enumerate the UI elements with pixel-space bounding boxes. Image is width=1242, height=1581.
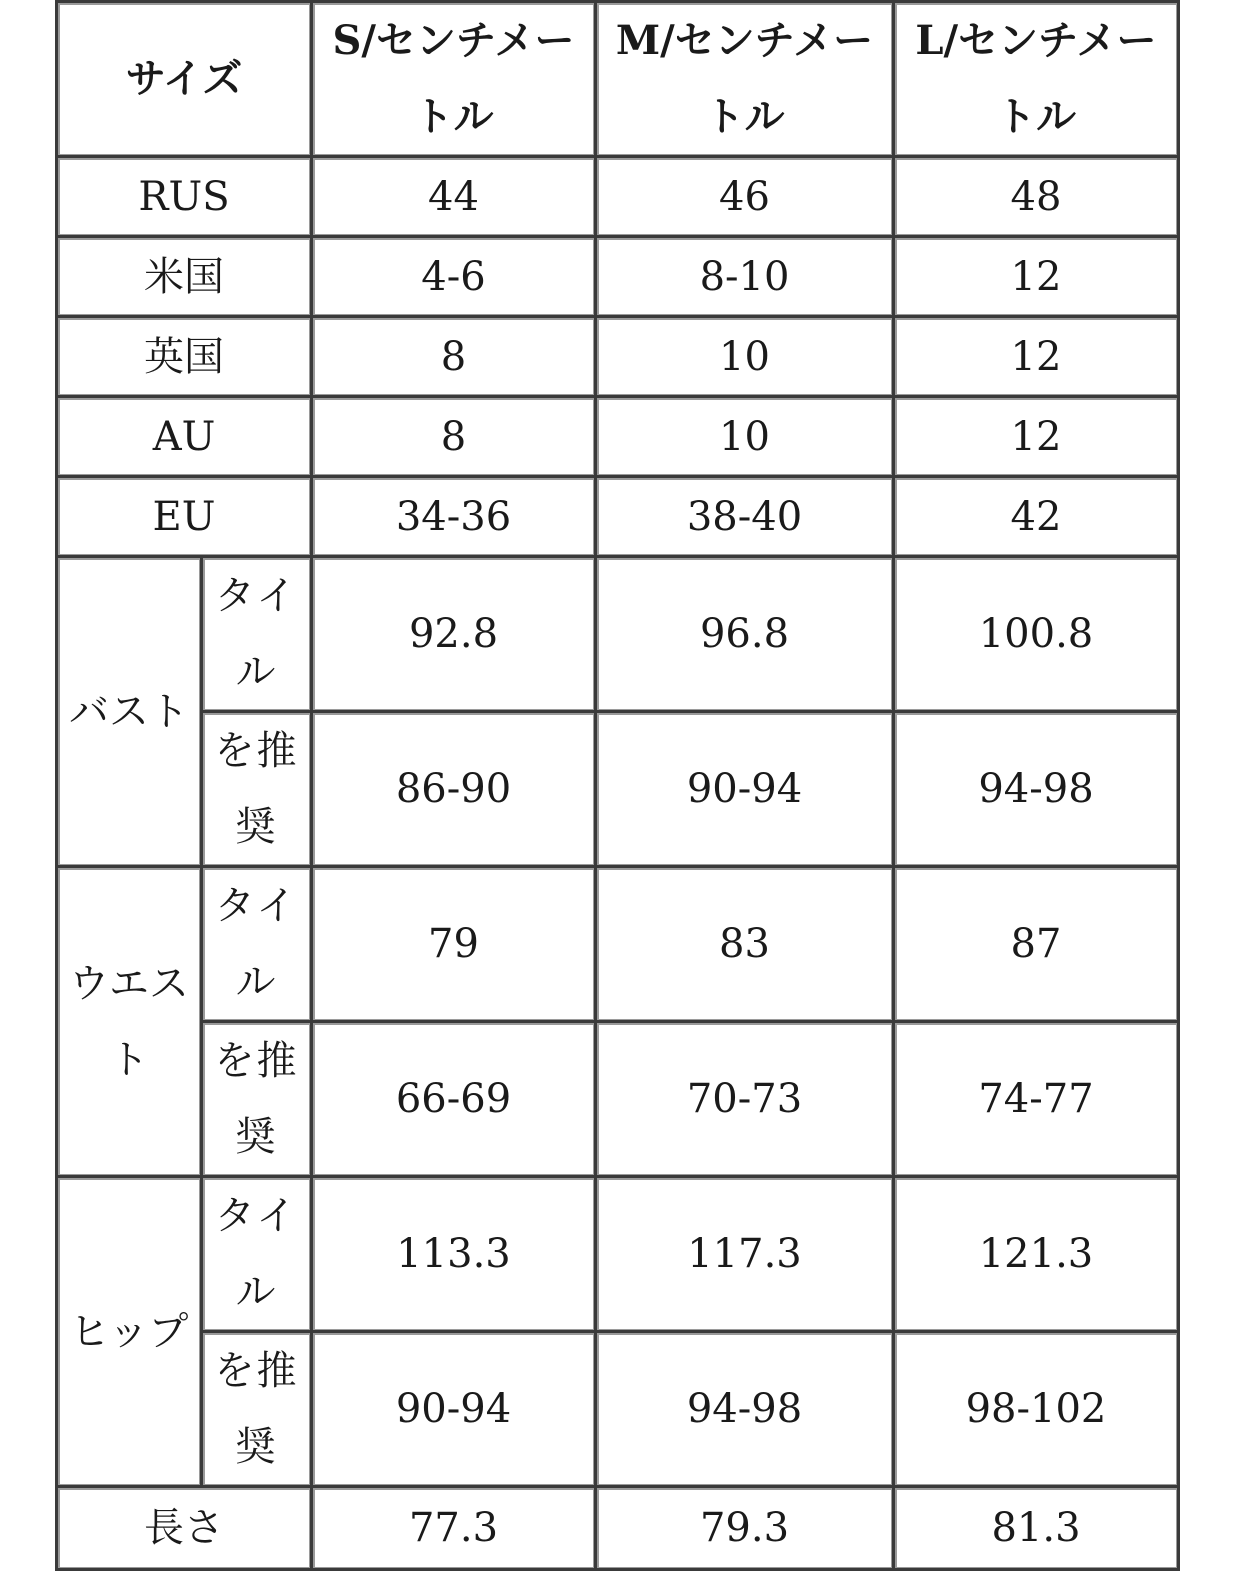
cell-m: 90-94: [597, 713, 895, 868]
table-row: [58, 158, 1180, 238]
table-row: [58, 318, 1180, 398]
row-label: EU: [58, 478, 313, 558]
row-label: AU: [58, 398, 313, 478]
group-label-bust: バスト: [58, 558, 203, 868]
cell-s: 86-90: [313, 713, 597, 868]
table-row: [58, 1023, 1180, 1178]
sub-label-tile: タイル: [203, 1178, 313, 1333]
header-s: S/センチメートル: [313, 3, 597, 158]
group-label-waist: ウエスト: [58, 868, 203, 1178]
header-m: M/センチメートル: [597, 3, 895, 158]
sub-label-tile: タイル: [203, 868, 313, 1023]
cell-l: 94-98: [895, 713, 1180, 868]
cell-m: 10: [597, 318, 895, 398]
cell-l: 81.3: [895, 1488, 1180, 1571]
cell-s: 8: [313, 398, 597, 478]
cell-l: 74-77: [895, 1023, 1180, 1178]
cell-m: 96.8: [597, 558, 895, 713]
table-row: [58, 1178, 1180, 1333]
table-row: [58, 1333, 1180, 1488]
group-label-hip: ヒップ: [58, 1178, 203, 1488]
cell-m: 46: [597, 158, 895, 238]
table-row: [58, 398, 1180, 478]
row-label: 長さ: [58, 1488, 313, 1571]
sub-label-recommend: を推奨: [203, 1023, 313, 1178]
table-row: [58, 713, 1180, 868]
table-row: [58, 868, 1180, 1023]
cell-m: 38-40: [597, 478, 895, 558]
cell-s: 44: [313, 158, 597, 238]
cell-s: 77.3: [313, 1488, 597, 1571]
size-chart-table: [55, 0, 1180, 1571]
header-size: サイズ: [58, 3, 313, 158]
table-row: [58, 1488, 1180, 1571]
row-label: 英国: [58, 318, 313, 398]
cell-l: 12: [895, 238, 1180, 318]
cell-s: 79: [313, 868, 597, 1023]
cell-s: 92.8: [313, 558, 597, 713]
sub-label-recommend: を推奨: [203, 713, 313, 868]
cell-l: 98-102: [895, 1333, 1180, 1488]
table-row: [58, 478, 1180, 558]
cell-s: 66-69: [313, 1023, 597, 1178]
header-row: [58, 3, 1180, 158]
cell-l: 12: [895, 398, 1180, 478]
cell-s: 4-6: [313, 238, 597, 318]
row-label: 米国: [58, 238, 313, 318]
cell-m: 10: [597, 398, 895, 478]
cell-s: 8: [313, 318, 597, 398]
cell-m: 94-98: [597, 1333, 895, 1488]
cell-m: 79.3: [597, 1488, 895, 1571]
cell-l: 100.8: [895, 558, 1180, 713]
sub-label-tile: タイル: [203, 558, 313, 713]
cell-l: 12: [895, 318, 1180, 398]
cell-l: 121.3: [895, 1178, 1180, 1333]
cell-l: 48: [895, 158, 1180, 238]
header-l: L/センチメートル: [895, 3, 1180, 158]
cell-m: 83: [597, 868, 895, 1023]
table-row: [58, 558, 1180, 713]
sub-label-recommend: を推奨: [203, 1333, 313, 1488]
cell-m: 8-10: [597, 238, 895, 318]
cell-l: 42: [895, 478, 1180, 558]
cell-m: 117.3: [597, 1178, 895, 1333]
row-label: RUS: [58, 158, 313, 238]
cell-s: 90-94: [313, 1333, 597, 1488]
cell-s: 34-36: [313, 478, 597, 558]
table-row: [58, 238, 1180, 318]
cell-s: 113.3: [313, 1178, 597, 1333]
cell-l: 87: [895, 868, 1180, 1023]
cell-m: 70-73: [597, 1023, 895, 1178]
